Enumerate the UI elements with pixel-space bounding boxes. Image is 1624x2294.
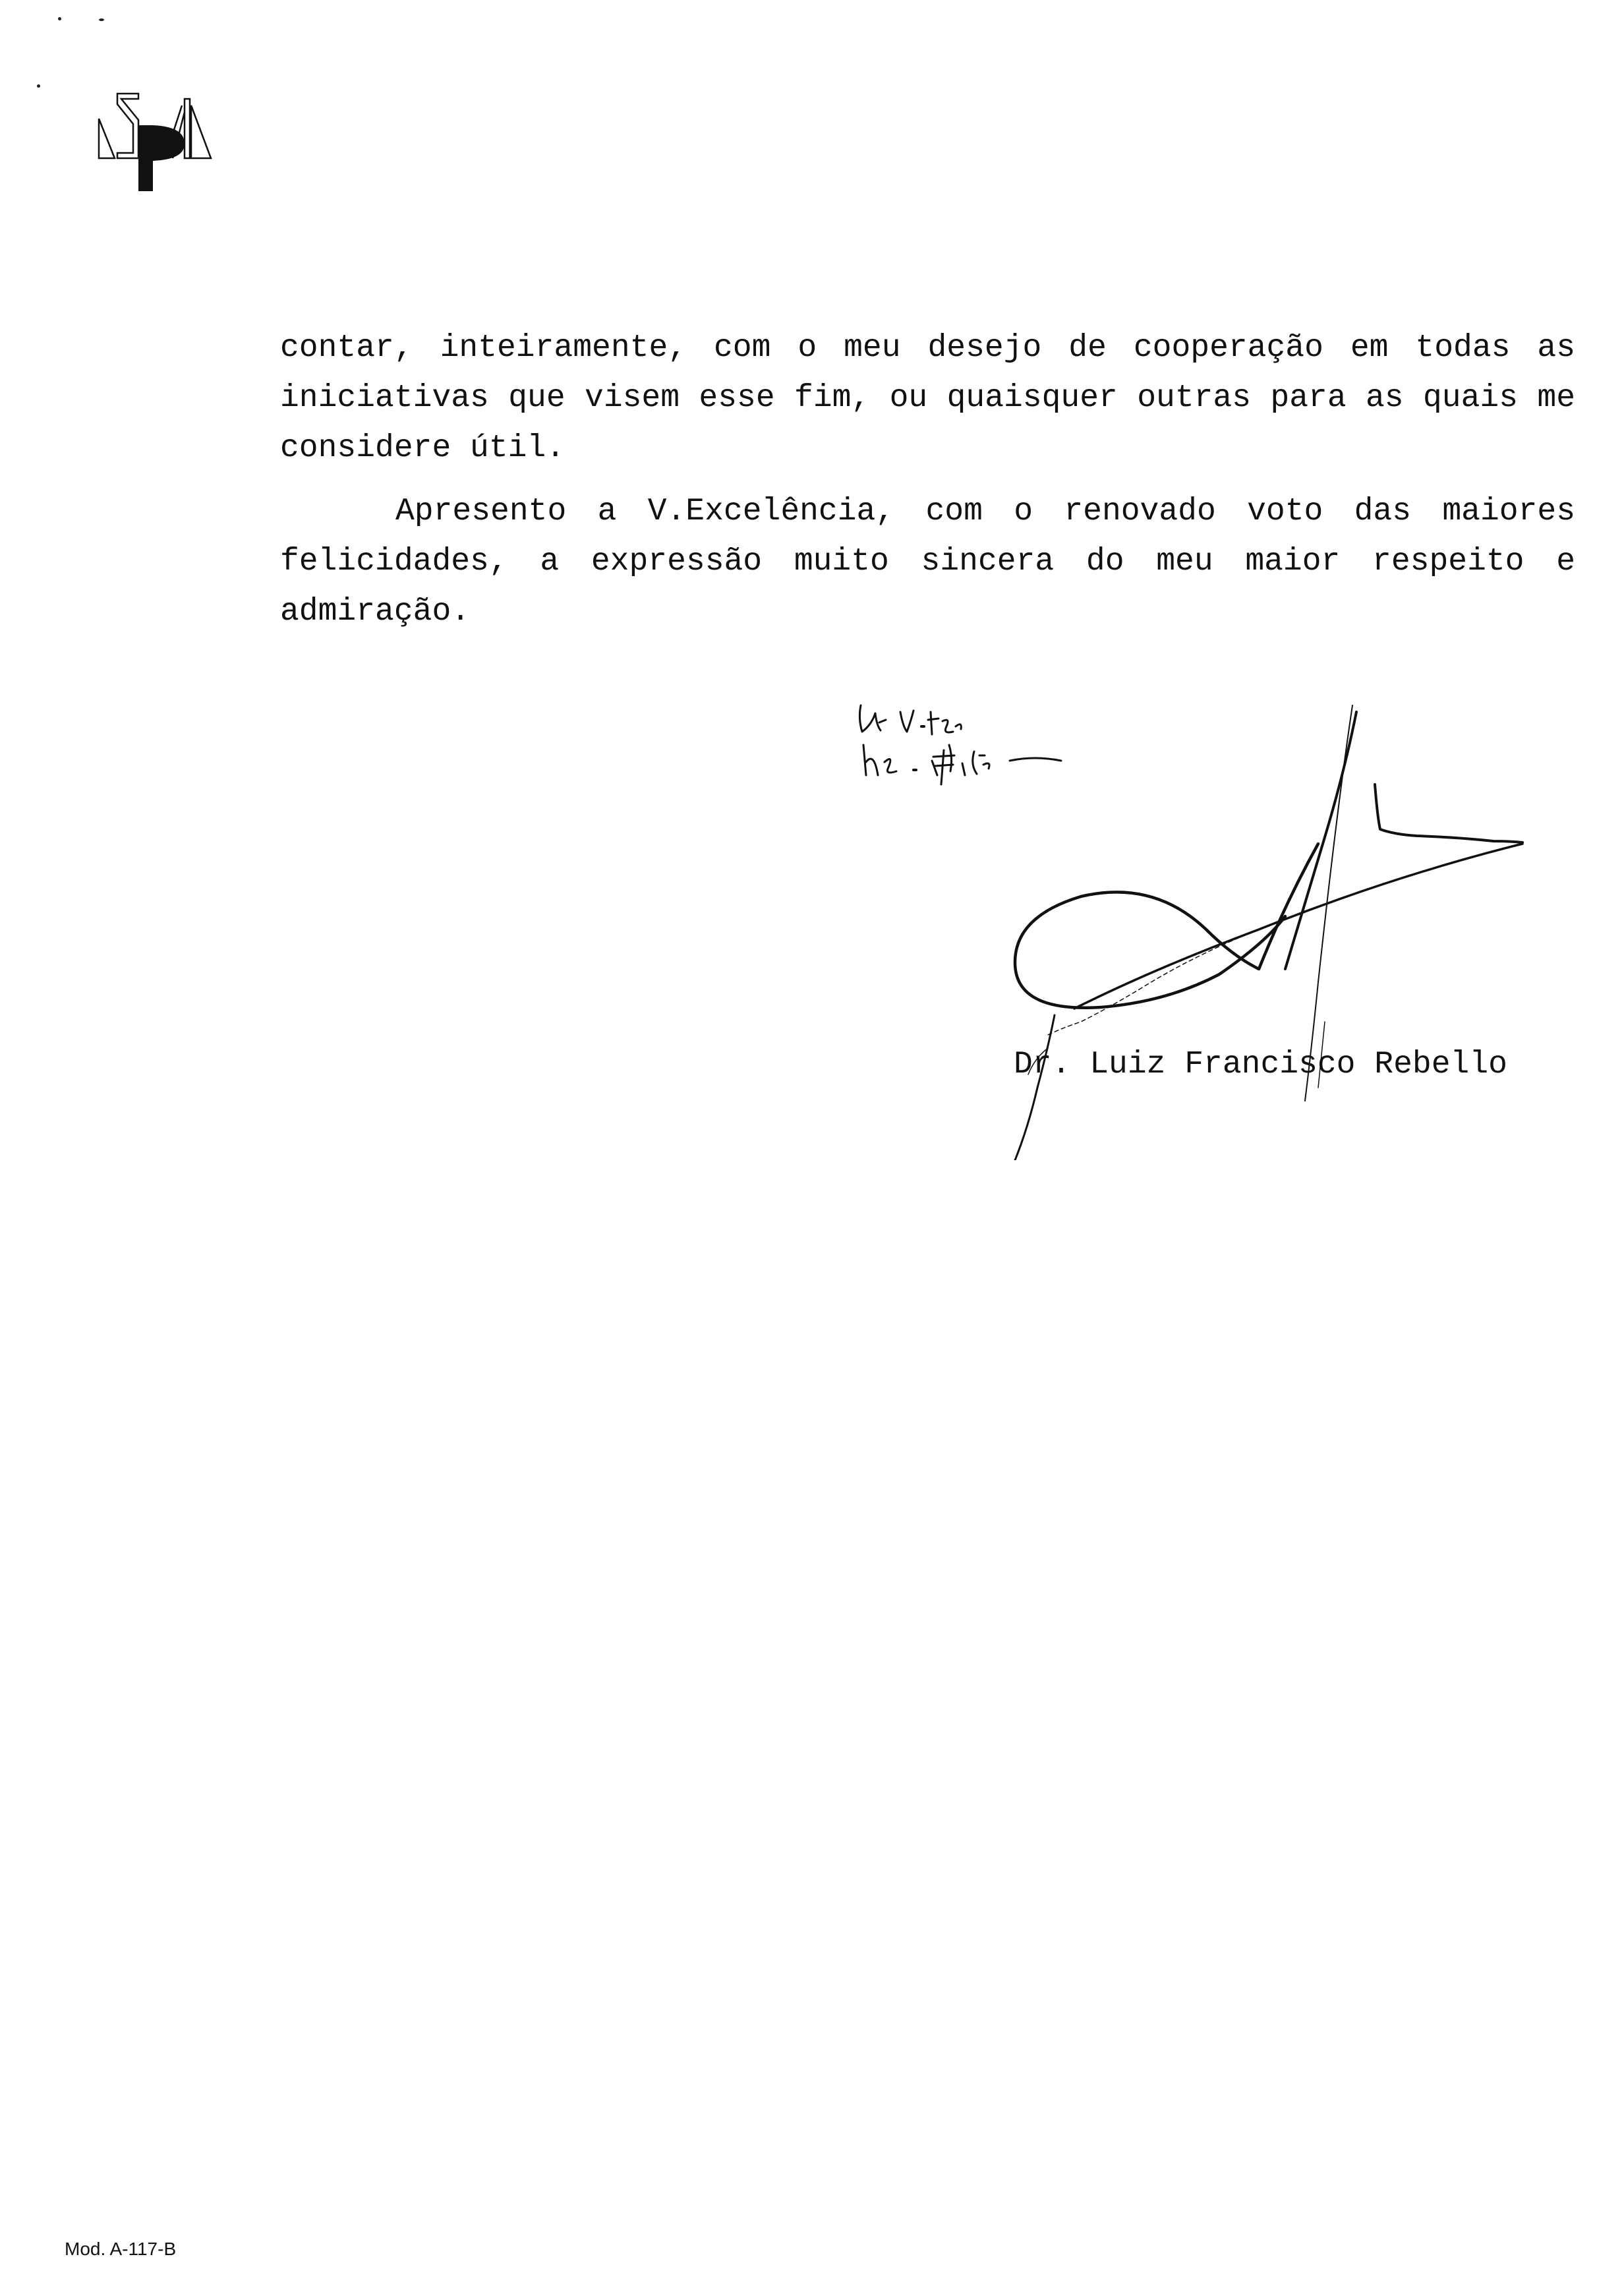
- letter-body: [280, 323, 1575, 637]
- body-paragraph-continuation: contar, inteiramente, com o meu desejo de cooperação em todas as iniciativas que visem esse fim, ou quaisquer outras para as quais me considere útil.: [280, 330, 1575, 466]
- body-paragraph-closing: Apresento a V.Excelência, com o renovado voto das maiores felicidades, a expressão muito sincera do meu maior respeito e admiração.: [280, 494, 1575, 630]
- spa-logo: [92, 86, 250, 198]
- scan-speck: [99, 18, 104, 21]
- scan-speck: [58, 17, 61, 20]
- form-code: Mod. A-117-B: [65, 2239, 177, 2259]
- scan-speck: [37, 84, 40, 88]
- handwritten-signature: [798, 679, 1542, 1160]
- signer-name: Dr. Luiz Francisco Rebello: [1014, 1047, 1507, 1082]
